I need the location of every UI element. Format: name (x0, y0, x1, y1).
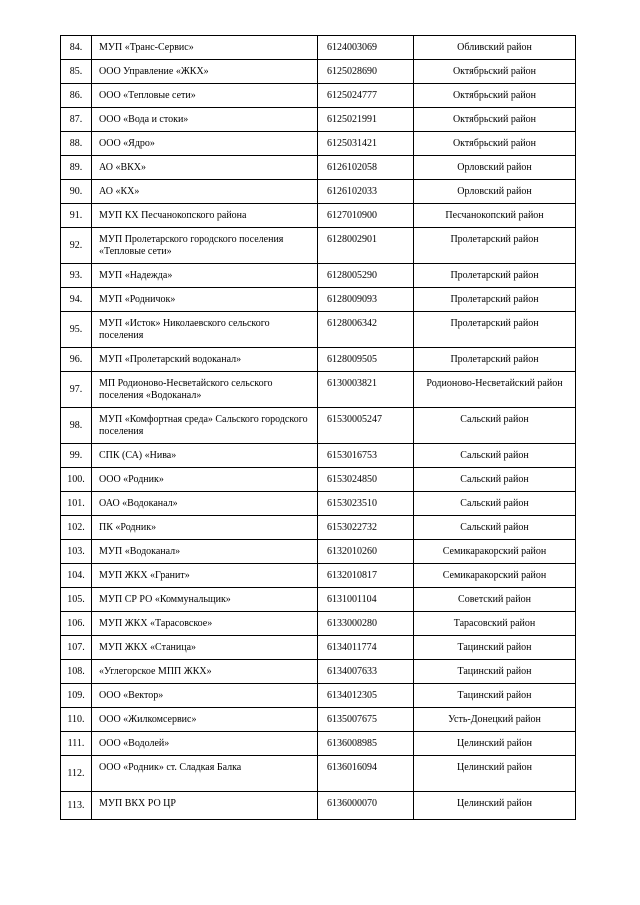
row-number: 94. (61, 288, 92, 312)
district-name: Сальский район (414, 408, 576, 444)
table-row (61, 84, 576, 108)
district-name: Сальский район (414, 468, 576, 492)
inn-code: 6131001104 (318, 588, 414, 612)
organization-name: МУП «Транс-Сервис» (92, 36, 318, 60)
inn-code: 6133000280 (318, 612, 414, 636)
district-name: Тацинский район (414, 636, 576, 660)
district-name: Сальский район (414, 516, 576, 540)
row-number: 97. (61, 372, 92, 408)
inn-code: 6153024850 (318, 468, 414, 492)
row-number: 92. (61, 228, 92, 264)
inn-code: 6136016094 (318, 756, 414, 792)
inn-code: 6134012305 (318, 684, 414, 708)
inn-code: 6134007633 (318, 660, 414, 684)
organization-name: СПК (СА) «Нива» (92, 444, 318, 468)
table-row (61, 408, 576, 444)
inn-code: 6128006342 (318, 312, 414, 348)
organization-name: МУП ЖКХ «Гранит» (92, 564, 318, 588)
table-row (61, 756, 576, 792)
row-number: 102. (61, 516, 92, 540)
table-row (61, 312, 576, 348)
district-name: Октябрьский район (414, 132, 576, 156)
table-body (61, 36, 576, 820)
inn-code: 6128002901 (318, 228, 414, 264)
inn-code: 6126102033 (318, 180, 414, 204)
inn-code: 6125024777 (318, 84, 414, 108)
district-name: Сальский район (414, 492, 576, 516)
table-row (61, 180, 576, 204)
row-number: 87. (61, 108, 92, 132)
organization-name: ООО «Водолей» (92, 732, 318, 756)
row-number: 86. (61, 84, 92, 108)
row-number: 101. (61, 492, 92, 516)
table-row (61, 564, 576, 588)
table-row (61, 516, 576, 540)
district-name: Октябрьский район (414, 108, 576, 132)
table-row (61, 612, 576, 636)
table-row (61, 708, 576, 732)
organization-name: ООО «Вода и стоки» (92, 108, 318, 132)
inn-code: 6124003069 (318, 36, 414, 60)
row-number: 91. (61, 204, 92, 228)
organization-name: МУП «Надежда» (92, 264, 318, 288)
table-row (61, 288, 576, 312)
row-number: 109. (61, 684, 92, 708)
table-row (61, 228, 576, 264)
organization-name: МУП «Пролетарский водоканал» (92, 348, 318, 372)
table-row (61, 156, 576, 180)
organization-name: МУП ВКХ РО ЦР (92, 792, 318, 820)
table-row (61, 36, 576, 60)
inn-code: 6135007675 (318, 708, 414, 732)
district-name: Семикаракорский район (414, 540, 576, 564)
table-row (61, 492, 576, 516)
row-number: 111. (61, 732, 92, 756)
row-number: 107. (61, 636, 92, 660)
district-name: Усть-Донецкий район (414, 708, 576, 732)
row-number: 100. (61, 468, 92, 492)
inn-code: 6125021991 (318, 108, 414, 132)
district-name: Целинский район (414, 732, 576, 756)
district-name: Семикаракорский район (414, 564, 576, 588)
row-number: 95. (61, 312, 92, 348)
inn-code: 6125031421 (318, 132, 414, 156)
row-number: 112. (61, 756, 92, 792)
district-name: Октябрьский район (414, 60, 576, 84)
organization-name: МУП «Водоканал» (92, 540, 318, 564)
district-name: Советский район (414, 588, 576, 612)
row-number: 93. (61, 264, 92, 288)
district-name: Пролетарский район (414, 312, 576, 348)
row-number: 98. (61, 408, 92, 444)
inn-code: 6153016753 (318, 444, 414, 468)
organization-name: МП Родионово-Несветайского сельского поселения «Водоканал» (92, 372, 318, 408)
district-name: Сальский район (414, 444, 576, 468)
table-row (61, 660, 576, 684)
district-name: Обливский район (414, 36, 576, 60)
district-name: Пролетарский район (414, 228, 576, 264)
inn-code: 6128009505 (318, 348, 414, 372)
organizations-table (60, 35, 576, 820)
organization-name: МУП «Исток» Николаевского сельского поселения (92, 312, 318, 348)
inn-code: 6126102058 (318, 156, 414, 180)
table-row (61, 732, 576, 756)
district-name: Целинский район (414, 756, 576, 792)
organization-name: МУП Пролетарского городского поселения «Тепловые сети» (92, 228, 318, 264)
organization-name: ООО Управление «ЖКХ» (92, 60, 318, 84)
district-name: Пролетарский район (414, 288, 576, 312)
organization-name: ООО «Родник» (92, 468, 318, 492)
district-name: Песчанокопский район (414, 204, 576, 228)
organization-name: ООО «Вектор» (92, 684, 318, 708)
organization-name: МУП «Комфортная среда» Сальского городского поселения (92, 408, 318, 444)
district-name: Орловский район (414, 156, 576, 180)
row-number: 108. (61, 660, 92, 684)
table-row (61, 540, 576, 564)
table-row (61, 372, 576, 408)
row-number: 106. (61, 612, 92, 636)
organization-name: АО «ВКХ» (92, 156, 318, 180)
district-name: Тарасовский район (414, 612, 576, 636)
organization-name: МУП КХ Песчанокопского района (92, 204, 318, 228)
table-row (61, 108, 576, 132)
inn-code: 61530005247 (318, 408, 414, 444)
inn-code: 6136008985 (318, 732, 414, 756)
district-name: Родионово-Несветайский район (414, 372, 576, 408)
row-number: 110. (61, 708, 92, 732)
row-number: 103. (61, 540, 92, 564)
table-row (61, 204, 576, 228)
inn-code: 6125028690 (318, 60, 414, 84)
organization-name: МУП «Родничок» (92, 288, 318, 312)
district-name: Тацинский район (414, 684, 576, 708)
row-number: 105. (61, 588, 92, 612)
row-number: 99. (61, 444, 92, 468)
table-row (61, 684, 576, 708)
row-number: 113. (61, 792, 92, 820)
row-number: 84. (61, 36, 92, 60)
district-name: Пролетарский район (414, 264, 576, 288)
table-row (61, 264, 576, 288)
inn-code: 6134011774 (318, 636, 414, 660)
inn-code: 6153023510 (318, 492, 414, 516)
row-number: 96. (61, 348, 92, 372)
organization-name: АО «КХ» (92, 180, 318, 204)
row-number: 89. (61, 156, 92, 180)
row-number: 85. (61, 60, 92, 84)
inn-code: 6132010260 (318, 540, 414, 564)
district-name: Пролетарский район (414, 348, 576, 372)
district-name: Орловский район (414, 180, 576, 204)
inn-code: 6153022732 (318, 516, 414, 540)
organization-name: ОАО «Водоканал» (92, 492, 318, 516)
district-name: Тацинский район (414, 660, 576, 684)
table-row (61, 444, 576, 468)
row-number: 88. (61, 132, 92, 156)
inn-code: 6130003821 (318, 372, 414, 408)
inn-code: 6128005290 (318, 264, 414, 288)
inn-code: 6127010900 (318, 204, 414, 228)
table-row (61, 636, 576, 660)
inn-code: 6136000070 (318, 792, 414, 820)
table-row (61, 468, 576, 492)
organization-name: МУП ЖКХ «Тарасовское» (92, 612, 318, 636)
table-row (61, 792, 576, 820)
organization-name: МУП СР РО «Коммунальщик» (92, 588, 318, 612)
organization-name: ООО «Жилкомсервис» (92, 708, 318, 732)
inn-code: 6132010817 (318, 564, 414, 588)
organization-name: ООО «Тепловые сети» (92, 84, 318, 108)
district-name: Октябрьский район (414, 84, 576, 108)
row-number: 104. (61, 564, 92, 588)
organization-name: ПК «Родник» (92, 516, 318, 540)
table-row (61, 132, 576, 156)
organization-name: ООО «Ядро» (92, 132, 318, 156)
inn-code: 6128009093 (318, 288, 414, 312)
table-row (61, 60, 576, 84)
organization-name: МУП ЖКХ «Станица» (92, 636, 318, 660)
row-number: 90. (61, 180, 92, 204)
organization-name: ООО «Родник» ст. Сладкая Балка (92, 756, 318, 792)
district-name: Целинский район (414, 792, 576, 820)
organization-name: «Углегорское МПП ЖКХ» (92, 660, 318, 684)
table-row (61, 588, 576, 612)
table-row (61, 348, 576, 372)
